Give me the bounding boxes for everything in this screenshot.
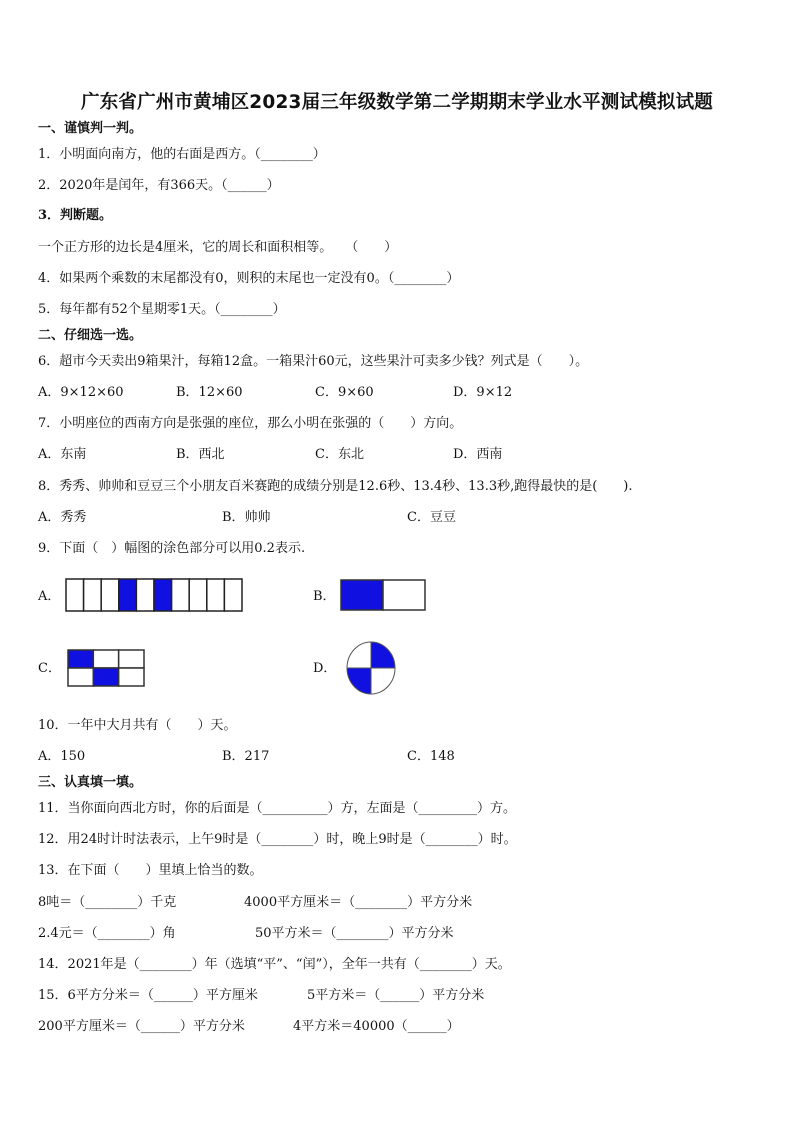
question-9: 9．下面（ ）幅图的涂色部分可以用0.2表示.: [38, 541, 306, 556]
figure-d-quarter: [371, 668, 395, 694]
question-1: 1．小明面向南方，他的右面是西方。（________）: [38, 147, 326, 162]
figure-b-bar: [339, 578, 427, 612]
q8-option-b: B．帅帅: [222, 510, 271, 525]
figure-a-cell: [154, 579, 172, 611]
q15-item-a: 15．6平方分米＝（______）平方厘米: [38, 988, 258, 1003]
question-12: 12．用24时计时法表示，上午9时是（________）时，晚上9时是（________）时。: [38, 832, 517, 847]
figure-c-cell: [119, 650, 144, 668]
q6-option-c: C．9×60: [315, 385, 374, 400]
q13-item-d: 50平方米＝（________）平方分米: [255, 926, 454, 941]
q10-option-a: A．150: [38, 749, 86, 764]
figure-a-cell: [172, 579, 190, 611]
q15-item-b: 5平方米＝（______）平方分米: [307, 988, 485, 1003]
section-heading-2: 二、仔细选一选。: [38, 328, 143, 343]
q9-option-b-label: B．: [313, 589, 336, 604]
q6-option-b: B．12×60: [176, 385, 243, 400]
figure-a-cell: [84, 579, 102, 611]
figure-c-cell: [93, 668, 118, 686]
q10-option-b: B．217: [222, 749, 270, 764]
q6-option-d: D．9×12: [453, 385, 513, 400]
q8-option-c: C．豆豆: [407, 510, 456, 525]
q7-option-c: C．东北: [315, 447, 364, 462]
q9-option-a-label: A．: [38, 589, 61, 604]
figure-c-cell: [68, 668, 93, 686]
figure-a-cell: [207, 579, 225, 611]
q7-option-d: D．西南: [453, 447, 503, 462]
figure-a-cell: [224, 579, 242, 611]
q10-option-c: C．148: [407, 749, 455, 764]
figure-a-cell: [136, 579, 154, 611]
question-13: 13．在下面（ ）里填上恰当的数。: [38, 863, 263, 878]
q9-option-d-label: D．: [313, 661, 337, 676]
figure-c-cell: [68, 650, 93, 668]
q6-option-a: A．9×12×60: [38, 385, 124, 400]
q8-option-a: A．秀秀: [38, 510, 87, 525]
q7-option-a: A．东南: [38, 447, 87, 462]
figure-d-quarter: [347, 642, 371, 668]
figure-c-grid: [66, 648, 146, 688]
question-8: 8．秀秀、帅帅和豆豆三个小朋友百米赛跑的成绩分别是12.6秒、13.4秒、13.3秒,跑得最快的是( ).: [38, 479, 633, 494]
q9-option-c-label: C．: [38, 661, 61, 676]
page-title: 广东省广州市黄埔区2023届三年级数学第二学期期末学业水平测试模拟试题: [81, 92, 713, 113]
q13-item-a: 8吨＝（________）千克: [38, 895, 177, 910]
q13-item-b: 4000平方厘米＝（________）平方分米: [244, 895, 473, 910]
figure-a-cell: [66, 579, 84, 611]
figure-a-cell: [119, 579, 137, 611]
figure-a-cell: [101, 579, 119, 611]
figure-b-cell: [383, 580, 425, 610]
question-10: 10．一年中大月共有（ ）天。: [38, 718, 237, 733]
question-4: 4．如果两个乘数的末尾都没有0，则积的末尾也一定没有0。（________）: [38, 271, 460, 286]
question-2: 2．2020年是闰年，有366天。（______）: [38, 178, 280, 193]
figure-d-circle: [344, 639, 398, 697]
question-14: 14．2021年是（________）年（选填“平”、“闰”），全年一共有（________）天。: [38, 957, 511, 972]
section-heading-3: 三、认真填一填。: [38, 775, 143, 790]
question-5: 5．每年都有52个星期零1天。（________）: [38, 302, 286, 317]
figure-c-cell: [93, 650, 118, 668]
q15-item-c: 200平方厘米＝（______）平方分米: [38, 1019, 245, 1034]
figure-c-cell: [119, 668, 144, 686]
figure-a-strip: [64, 577, 244, 613]
question-11: 11．当你面向西北方时，你的后面是（__________）方，左面是（_________）方。: [38, 801, 517, 816]
q15-item-d: 4平方米＝40000（______）: [293, 1019, 460, 1034]
question-3: 3．判断题。: [38, 208, 113, 223]
question-7: 7．小明座位的西南方向是张强的座位，那么小明在张强的（ ）方向。: [38, 416, 463, 431]
figure-a-cell: [189, 579, 207, 611]
q7-option-b: B．西北: [176, 447, 225, 462]
question-3-statement: 一个正方形的边长是4厘米，它的周长和面积相等。 （ ）: [38, 240, 398, 255]
figure-d-quarter: [347, 668, 371, 694]
figure-b-cell: [341, 580, 383, 610]
q13-item-c: 2.4元＝（________）角: [38, 926, 176, 941]
figure-d-quarter: [371, 642, 395, 668]
section-heading-1: 一、谨慎判一判。: [38, 121, 143, 136]
question-6: 6．超市今天卖出9箱果汁，每箱12盒。一箱果汁60元，这些果汁可卖多少钱？列式是（ ）。: [38, 354, 589, 369]
